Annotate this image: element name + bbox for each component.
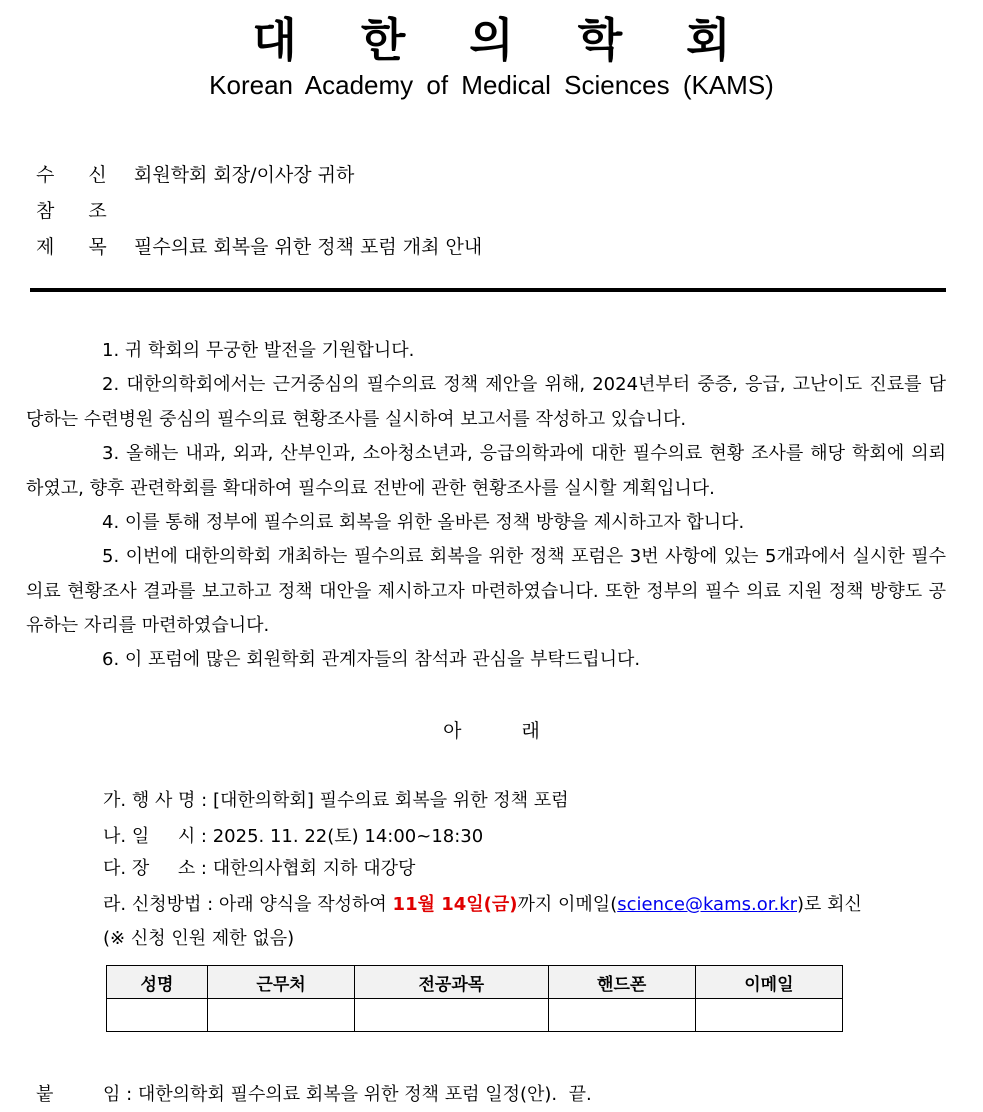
meta-label: 제 목: [36, 236, 121, 258]
deadline: 11월 14일(금): [392, 894, 518, 915]
paragraph-6: 6. 이 포럼에 많은 회원학회 관계자들의 참석과 관심을 부탁드립니다.: [102, 649, 641, 670]
col-major-header: 전공과목: [355, 966, 548, 999]
event-name: 가. 행 사 명 : [대한의학회] 필수의료 회복을 위한 정책 포럼: [103, 790, 569, 811]
meta-recipient: [36, 160, 354, 187]
paragraph-1: 1. 귀 학회의 무궁한 발전을 기원합니다.: [102, 340, 415, 361]
event-place: 다. 장 소 : 대한의사협회 지하 대강당: [103, 858, 416, 879]
name-cell[interactable]: [107, 999, 208, 1032]
table-header-row: [107, 966, 843, 999]
attachment-label: 붙: [36, 1084, 54, 1105]
application-form-table: [106, 965, 843, 1032]
apply-note: (※ 신청 인원 제한 없음): [103, 928, 295, 949]
meta-reference: [36, 196, 134, 223]
workplace-cell[interactable]: [207, 999, 354, 1032]
paragraph-2: 2. 대한의학회에서는 근거중심의 필수의료 정책 제안을 위해, 2024년부터 중증, 응급, 고난이도 진료를 담당하는 수련병원 중심의 필수의료 현황조사를 실시하여 보고서를 작성하고 있습니다.: [26, 374, 946, 430]
document-title: 대 한 의 학 회: [252, 13, 755, 67]
phone-cell[interactable]: [548, 999, 695, 1032]
meta-subject: [36, 232, 482, 259]
col-email-header: 이메일: [695, 966, 842, 999]
meta-value: 회원학회 회장/이사장 귀하: [134, 164, 355, 186]
paragraph-5: 5. 이번에 대한의학회 개최하는 필수의료 회복을 위한 정책 포럼은 3번 사항에 있는 5개과에서 실시한 필수의료 현황조사 결과를 보고하고 정책 대안을 제시하고자 마련하였습니다. 또한 정부의 필수 의료 지원 정책 방향도 공유하는 자리를 마련하였습니다.: [26, 546, 946, 636]
meta-label: 참 조: [36, 200, 121, 222]
event-date: 나. 일 시 : 2025. 11. 22(토) 14:00~18:30: [103, 826, 484, 847]
attachment-line: [36, 1080, 592, 1106]
email-link[interactable]: science@kams.or.kr: [617, 894, 798, 915]
document-subtitle: Korean Academy of Medical Sciences (KAMS): [209, 70, 774, 100]
col-workplace-header: 근무처: [207, 966, 354, 999]
paragraph-3: 3. 올해는 내과, 외과, 산부인과, 소아청소년과, 응급의학과에 대한 필수의료 현황 조사를 해당 학회에 의뢰하였고, 향후 관련학회를 확대하여 필수의료 전반에 관한 현황조사를 실시할 계획입니다.: [26, 443, 946, 499]
divider: [30, 288, 946, 292]
paragraph-4: 4. 이를 통해 정부에 필수의료 회복을 위한 올바른 정책 방향을 제시하고자 합니다.: [102, 512, 745, 533]
col-phone-header: 핸드폰: [548, 966, 695, 999]
apply-method: 라. 신청방법 : 아래 양식을 작성하여 11월 14일(금)까지 이메일(science@kams.or.kr)로 회신: [103, 894, 862, 915]
section-heading: 아 래: [443, 720, 540, 742]
col-name-header: 성명: [107, 966, 208, 999]
meta-label: 수 신: [36, 164, 121, 186]
major-cell[interactable]: [355, 999, 548, 1032]
table-row: [107, 999, 843, 1032]
meta-value: 필수의료 회복을 위한 정책 포럼 개최 안내: [134, 236, 483, 258]
attachment-text: 임 : 대한의학회 필수의료 회복을 위한 정책 포럼 일정(안). 끝.: [103, 1084, 592, 1105]
email-cell[interactable]: [695, 999, 842, 1032]
